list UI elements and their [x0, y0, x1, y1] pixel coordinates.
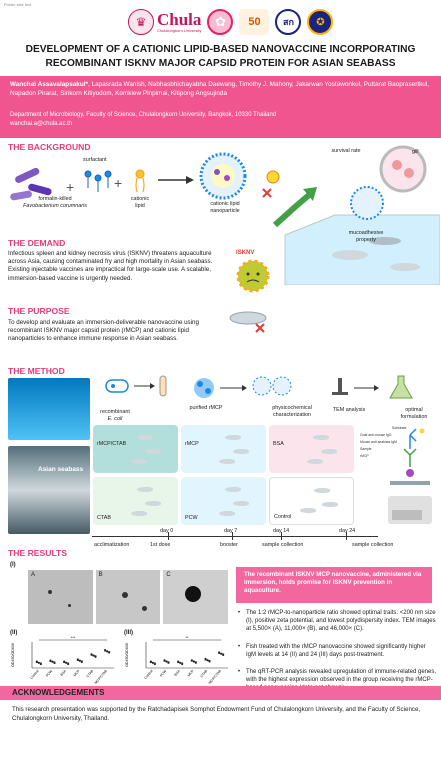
elisa-labels [360, 425, 407, 460]
mini-virus-icon [267, 171, 279, 183]
event-collection-2: sample collection [352, 542, 394, 548]
igm-chart-day14 [8, 630, 120, 688]
background-illustration [8, 152, 208, 220]
tem-letter: B [98, 572, 103, 578]
affiliation-block [10, 111, 432, 129]
ecoli-icon [106, 380, 128, 392]
data-point [81, 661, 83, 663]
significance-label: ** [185, 635, 189, 640]
survival-label: survival rate [331, 148, 361, 154]
day7-label: day 7 [224, 528, 238, 534]
cationic-text: cationic [130, 196, 150, 202]
dead-fish-icon [226, 306, 276, 334]
data-point [204, 658, 206, 660]
seabass-photo [8, 446, 90, 534]
event-first-dose: 1st dose [150, 542, 171, 548]
crest-icon: ♛ [128, 9, 154, 35]
virus-icon [228, 250, 278, 300]
data-point [63, 661, 65, 663]
tem-letter: C [166, 572, 171, 578]
x-tick-label: MCP [72, 669, 81, 678]
day24-label: day 24 [339, 528, 356, 534]
poster-size-note: Poster size text [4, 2, 32, 7]
tube-icon [160, 376, 166, 396]
data-point [36, 661, 38, 663]
flask-icon [390, 376, 412, 398]
authors [10, 80, 432, 98]
group-label: BSA [273, 441, 284, 447]
data-point [208, 660, 210, 662]
agency-logo: สก [275, 9, 301, 35]
group-label: PCW [185, 515, 198, 521]
result-label-ii: (II) [10, 630, 18, 636]
x-tick-label: PCW [45, 669, 54, 678]
tank-illustration [255, 145, 440, 285]
event-acclimatization: acclimatization [94, 542, 130, 548]
tem-images [28, 570, 228, 624]
data-point [163, 659, 165, 661]
purpose-heading: THE PURPOSE [8, 306, 70, 316]
day0-label: day 0 [160, 528, 174, 534]
data-point [167, 662, 169, 664]
surfactant-label: surfactant [83, 157, 107, 163]
group-label: Control [274, 514, 292, 520]
cln-label: cationic lipid nanoparticle [210, 201, 240, 214]
tem-image-b [96, 570, 161, 624]
timeline-line [92, 536, 378, 537]
tem-image-a [28, 570, 93, 624]
elisa-label: Sample [360, 447, 372, 451]
ecoli-text: E. coli [107, 415, 123, 422]
mini-nanoparticle-icon [351, 187, 383, 219]
x-tick-label: CTAB [85, 669, 95, 679]
photo-label: Asian seabass [38, 466, 84, 473]
recombinant-label [92, 409, 138, 422]
logo-row [128, 6, 333, 38]
data-point [53, 662, 55, 664]
logo-name: Chula [157, 10, 202, 29]
group-bsa [269, 425, 354, 473]
x-tick-label: BSA [173, 669, 181, 677]
result-bullet-3: • The qRT-PCR analysis revealed upregulation of immune-related genes, with the highest expression observed in the group receiving the rMCP- [236, 668, 436, 692]
background-heading: THE BACKGROUND [8, 142, 91, 152]
results-highlight: The recombinant ISKNV MCP nanovaccine, administered via immersion, holds promise for ISKNV prevention in aquaculture. [236, 567, 432, 603]
data-point [150, 661, 152, 663]
data-point [181, 663, 183, 665]
x-tick-label: MCP [186, 669, 195, 678]
chula-logo [128, 9, 201, 35]
lead-author: Wanchai Assavalapsakul* [10, 81, 89, 88]
seal-logo-icon: ✪ [307, 9, 333, 35]
optimal-label: optimal formulation [400, 407, 428, 420]
group-control [269, 477, 354, 525]
event-booster: booster [220, 542, 238, 548]
result-label-i: (I) [10, 562, 16, 568]
y-axis-label: OD450/OD630 [11, 643, 15, 667]
result-label-iii: (III) [124, 630, 133, 636]
formalin-text: formalin-killed [38, 196, 72, 202]
co-authors: , Lapasrada Wanish, Nabhasbhichayabha Daewang, Timothy J. Mahony, Jakarwan Yostawonkul, Puttarat Baoprasertkul, Napadon Pirarat, Sirikorn Kitiyodom, Komkiew Pinpimai, Kitipong Angsujinda [10, 81, 430, 97]
elisa-label: Mouse anti-seabass IgM [360, 440, 397, 444]
data-point [177, 661, 179, 663]
data-point [191, 659, 193, 661]
group-label: CTAB [97, 515, 111, 521]
isknv-label: ISKNV [236, 250, 255, 256]
igm-chart-day24 [122, 630, 234, 688]
y-axis-label: OD450/OD630 [125, 643, 129, 667]
muco-label: mucoadhesive property [348, 230, 384, 243]
tem-image-c [163, 570, 228, 624]
poster-title: DEVELOPMENT OF A CATIONIC LIPID-BASED NANOVACCINE INCORPORATING RECOMBINANT ISKNV MAJOR CAPSID PROTEIN FOR ASIAN SEABASS [25, 44, 416, 69]
svg-text:+: + [66, 179, 75, 195]
physico-label: physicochemical characterization [272, 405, 312, 418]
data-point [40, 663, 42, 665]
data-point [195, 662, 197, 664]
affiliation: Department of Microbiology, Faculty of Science, Chulalongkorn University, Bangkok, 10330 Thailand [10, 112, 277, 118]
svg-text:+: + [114, 175, 123, 191]
data-point [218, 651, 220, 653]
nanoparticle-icon [195, 148, 251, 204]
x-tick-label: CTAB [199, 669, 209, 679]
formalin-label [20, 196, 90, 209]
method-heading: THE METHOD [8, 366, 65, 376]
tem-label: TEM analysis [332, 407, 366, 413]
x-tick-label: Control [29, 669, 40, 681]
elisa-label: rMCP [360, 454, 369, 458]
data-point [108, 651, 110, 653]
data-point [222, 654, 224, 656]
gill-label: gill [412, 149, 419, 155]
data-point [94, 656, 96, 658]
x-tick-label: MCP/CTAB [93, 669, 108, 685]
ack-heading: ACKNOWLEDGEMENTS [0, 686, 441, 700]
group-pcw [181, 477, 266, 525]
demand-heading: THE DEMAND [8, 238, 66, 248]
x-tick-label: PCW [159, 669, 168, 678]
day14-label: day 14 [273, 528, 290, 534]
group-rmcp-ctab [93, 425, 178, 473]
result-bullet-2: • Fish treated with the rMCP nanovaccine showed significantly higher IgM levels at 14 (II) and 24 (III) days post-treatment. [236, 643, 436, 659]
lipid-text: lipid [135, 202, 145, 209]
purpose-text: To develop and evaluate an immersion-deliverable nanovaccine using recombinant ISKNV major capsid protein (rMCP) and cationic lipid nanoparticles to enhance immune response in Asian seabass. [8, 319, 199, 343]
ack-text: This research presentation was supported by the Ratchadapisek Somphot Endowment Fund of Chulalongkorn University, and the Faculty of Science, Chulalongkorn University, Thailand. [12, 706, 421, 722]
tank-photo [8, 378, 90, 440]
results-heading: THE RESULTS [8, 548, 68, 558]
author-band [0, 76, 441, 138]
purified-label: purified rMCP [189, 405, 223, 411]
lipid-icon [136, 170, 144, 192]
group-label: rMCP [185, 441, 199, 447]
x-tick-label: MCP/CTAB [207, 669, 222, 685]
demand-text: Infectious spleen and kidney necrosis virus (ISKNV) threatens aquaculture across Asia, causing contaminated fry and high mortality in Asian seabass. Existing injectable vaccines are impractical for large-scale use. A scalable, immersion-based vaccine is urgently needed. [8, 250, 213, 282]
data-point [154, 663, 156, 665]
plate-reader-icon [388, 496, 432, 524]
x-tick-label: Control [143, 669, 154, 681]
surfactant-molecules-icon [85, 171, 111, 192]
group-label: rMCP/CTAB [97, 441, 127, 447]
data-point [67, 663, 69, 665]
event-collection-1: sample collection [262, 542, 304, 548]
flower-logo-icon: ✿ [207, 9, 233, 35]
aquarium-icon [285, 215, 440, 285]
rmcp-icon [194, 378, 214, 398]
nanoparticle-mix-icon [253, 377, 291, 395]
significance-label: *** [70, 635, 76, 640]
elisa-substrate: Substrate [392, 426, 407, 430]
group-rmcp [181, 425, 266, 473]
red-x-icon [263, 189, 271, 197]
data-point [90, 653, 92, 655]
cationic-lipid-label [120, 196, 160, 209]
data-point [49, 659, 51, 661]
survival-chart-icon [275, 187, 317, 225]
group-ctab [93, 477, 178, 525]
result-bullet-1: • The 1:2 rMCP-to-nanoparticle ratio showed optimal traits: <200 nm size (I), positive zeta potential, and lowest polydispersity index. TEM images at 5,500× (A), 11,000× (B), and 46,000× (C). [236, 609, 436, 633]
arrow-right-icon [158, 176, 194, 184]
species-text: Favobacterium corumnaris [23, 202, 87, 209]
logo-sub: Chulalongkorn University [157, 28, 202, 33]
x-tick-label: BSA [59, 669, 67, 677]
recombinant-text: recombinant [100, 409, 130, 415]
microscope-icon [332, 378, 348, 395]
data-point [104, 649, 106, 651]
data-point [77, 658, 79, 660]
elisa-label: Goat anti-mouse IgG [360, 433, 392, 437]
tem-letter: A [31, 572, 36, 578]
anniversary-logo: 50 [239, 9, 269, 35]
email: wanchai.a@chula.ac.th [10, 121, 73, 127]
